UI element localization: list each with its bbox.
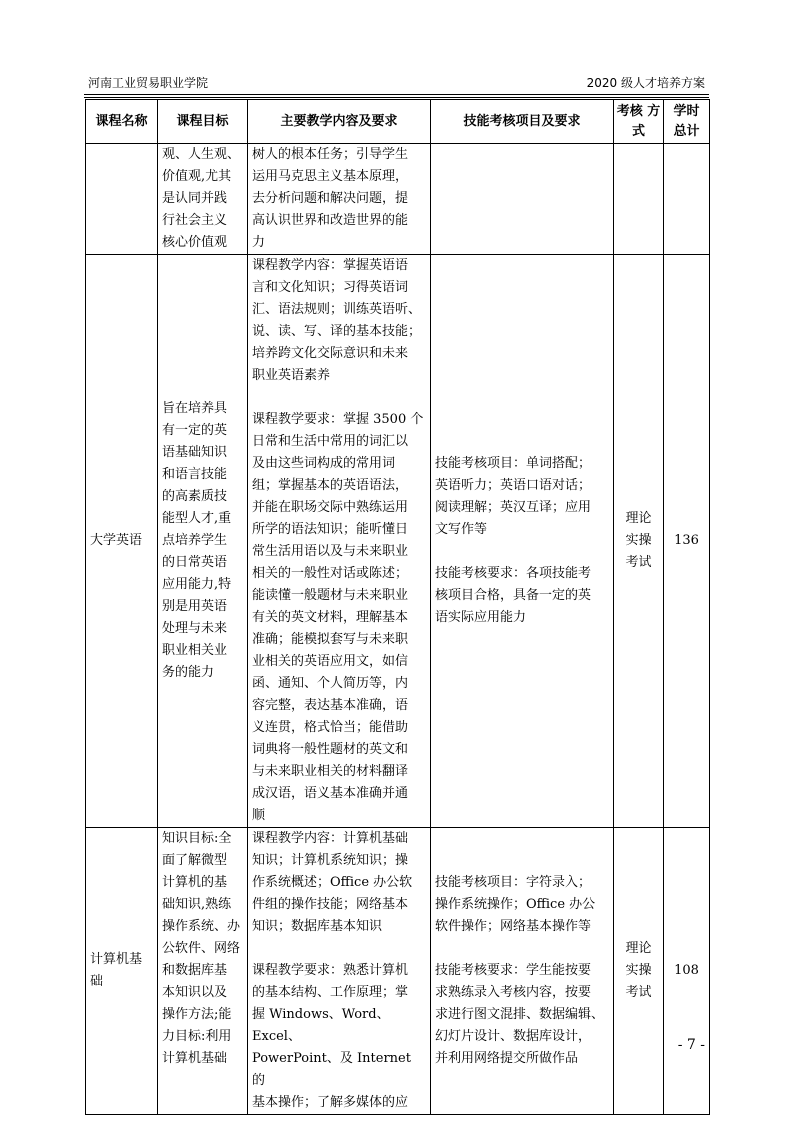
course-content	[248, 144, 431, 255]
header-school: 河南工业贸易职业学院	[88, 76, 209, 90]
course-name	[86, 144, 158, 255]
course-name: 计算机基 础	[86, 828, 158, 1115]
skill-part-a: 技能考核项目：单词搭配； 英语听力；英语口语对话； 阅读理解；英汉互译；应用 文写作等	[435, 456, 592, 537]
skill-part-b: 技能考核要求：各项技能考 核项目合格，具备一定的英 语实际应用能力	[435, 566, 592, 625]
col-content: 主要教学内容及要求	[248, 100, 431, 144]
header-rule	[84, 94, 709, 95]
table-row	[86, 255, 710, 828]
course-goal: 旨在培养具 有一定的英 语基础知识 和语言技能 的高素质技 能型人才,重 点培养学生 的日常英语 应用能力,特 别是用英语 处理与未来 职业相关业 务的能力	[158, 255, 248, 828]
col-skill: 技能考核项目及要求	[431, 100, 614, 144]
course-name: 大学英语	[86, 255, 158, 828]
header-rule-thin	[84, 97, 709, 98]
content-part-b: 课程教学要求：熟悉计算机 的基本结构、工作原理；掌 握 Windows、Word、Excel、 PowerPoint、及 Internet 的 基本操作；了解多媒体的应	[252, 963, 411, 1110]
table-row	[86, 144, 710, 255]
content-part-a: 课程教学内容：计算机基础 知识；计算机系统知识；操 作系统概述；Office 办公软 件组的操作技能；网络基本 知识；数据库基本知识	[252, 831, 413, 934]
course-skill	[431, 144, 614, 255]
skill-part-b: 技能考核要求：学生能按要 求熟练录入考核内容，按要 求进行图文混排、数据编辑、 幻灯片设计、数据库设计， 并利用网络提交所做作品	[435, 963, 605, 1066]
course-method	[614, 144, 664, 255]
col-hours: 学时 总计	[664, 100, 710, 144]
course-goal: 观、人生观、 价值观,尤其 是认同并践 行社会主义 核心价值观	[158, 144, 248, 255]
col-course-goal: 课程目标	[158, 100, 248, 144]
course-hours: 136	[664, 255, 710, 828]
course-skill	[431, 255, 614, 828]
content-part-a: 课程教学内容：掌握英语语 言和文化知识；习得英语词 汇、语法规则；训练英语听、 说、读、写、译的基本技能； 培养跨文化交际意识和未来 职业英语素养	[252, 258, 422, 383]
course-hours	[664, 144, 710, 255]
course-method: 理论 实操 考试	[614, 828, 664, 1115]
course-skill	[431, 828, 614, 1115]
col-method: 考核 方式	[614, 100, 664, 144]
content-part-b: 课程教学要求：掌握 3500 个 日常和生活中常用的词汇以 及由这些词构成的常用词 组；掌握基本的英语语法， 并能在职场交际中熟练运用 所学的语法知识；能听懂日 常生活用语以及与未来职业 相关的一般性对话或陈述； 能读懂一般题材与未来职业 有关的英文材料，理解基本 准确；能模拟套写与未来职 业相关的英语应用文，如信 函、通知、个人简历等，内 容完整，表达基本准确，语 义连贯，格式恰当；能借助 词典将一般性题材的英文和 与未来职业相关的材料翻译 成汉语，语义基本准确并通 顺	[252, 412, 424, 823]
course-hours: 108	[664, 828, 710, 1115]
header-plan: 2020 级人才培养方案	[586, 76, 705, 90]
page-number: - 7 -	[677, 1037, 705, 1053]
curriculum-table	[85, 99, 710, 1115]
table-row	[86, 828, 710, 1115]
skill-part-a: 技能考核项目：字符录入； 操作系统操作；Office 办公 软件操作；网络基本操作等	[435, 875, 596, 934]
col-course-name: 课程名称	[86, 100, 158, 144]
table-header-row	[86, 100, 710, 144]
course-method: 理论 实操 考试	[614, 255, 664, 828]
course-content	[248, 255, 431, 828]
course-content	[248, 828, 431, 1115]
content-part-a: 树人的根本任务；引导学生 运用马克思主义基本原理， 去分析问题和解决问题，提 高认识世界和改造世界的能 力	[252, 147, 409, 250]
course-goal: 知识目标:全 面了解微型 计算机的基 础知识,熟练 操作系统、办 公软件、网络 和数据库基 本知识以及 操作方法;能 力目标:利用 计算机基础	[158, 828, 248, 1115]
